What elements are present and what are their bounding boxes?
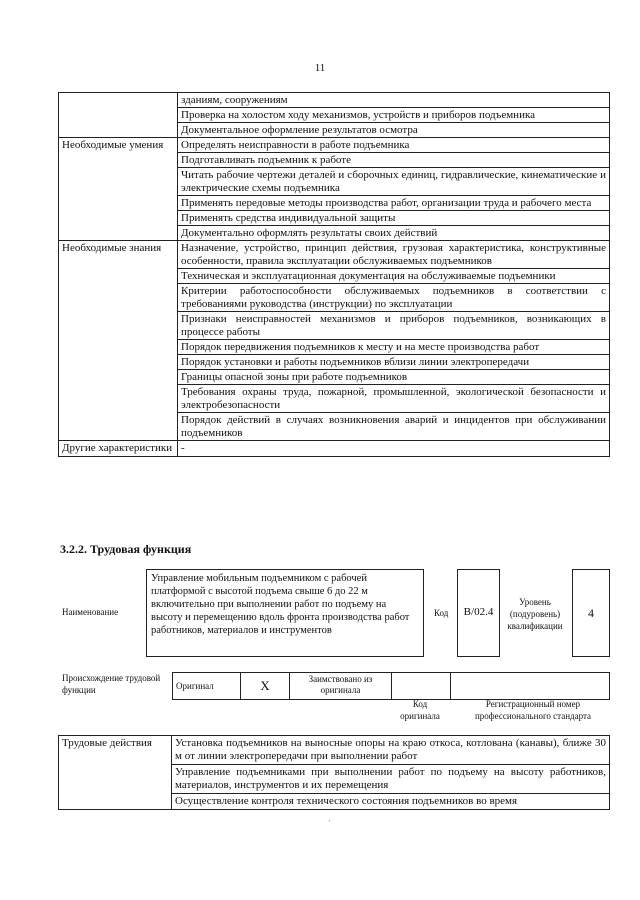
origin-table <box>172 672 610 700</box>
item-cell: Порядок установки и работы подъемников вблизи линии электропередачи <box>178 355 610 370</box>
item-cell: Читать рабочие чертежи деталей и сборочных единиц, гидравлические, кинематические и электрические схемы подъемника <box>178 168 610 196</box>
fold-mark: · <box>328 816 331 826</box>
function-name: Управление мобильным подъемником с рабочей платформой с высотой подъема свыше 6 до 22 м включительно при выполнении работ по подъему на высоту и перемещению вдоль фронта производства работ работников, материалов и инструментов <box>151 573 410 636</box>
item-cell: Документально оформлять результаты своих действий <box>178 226 610 241</box>
item-cell: Техническая и эксплуатационная документация на обслуживаемые подъемники <box>178 269 610 284</box>
item-cell: Подготавливать подъемник к работе <box>178 153 610 168</box>
item-cell: зданиям, сооружениям <box>178 93 610 108</box>
actions-table <box>58 735 610 810</box>
item-cell: Управление подъемниками при выполнении работ по подъему на высоту работников, материалов, инструментов и их перемещения <box>172 765 610 794</box>
item-cell: Границы опасной зоны при работе подъемников <box>178 370 610 385</box>
item-cell: Проверка на холостом ходу механизмов, устройств и приборов подъемника <box>178 108 610 123</box>
code-label: Код <box>434 608 449 618</box>
category-cell: Необходимые умения <box>59 138 178 241</box>
page-number: 11 <box>314 62 326 74</box>
table-row <box>59 441 610 457</box>
name-label: Наименование <box>62 607 119 617</box>
level-value: 4 <box>588 606 594 620</box>
category-cell: Трудовые действия <box>59 736 172 810</box>
original-mark: X <box>241 673 290 700</box>
item-cell: Признаки неисправностей механизмов и приборов подъемников, возникающих в процессе работы <box>178 312 610 340</box>
code-box <box>457 569 500 657</box>
item-cell: Определять неисправности в работе подъемника <box>178 138 610 153</box>
reg-number-cell <box>451 673 610 700</box>
category-cell: Необходимые знания <box>59 241 178 441</box>
table-row <box>59 736 610 765</box>
item-cell: Документальное оформление результатов осмотра <box>178 123 610 138</box>
code-value: B/02.4 <box>463 606 494 618</box>
item-cell: Критерии работоспособности обслуживаемых подъемников в соответствии с требованиями руководства (инструкции) по эксплуатации <box>178 284 610 312</box>
item-cell: Осуществление контроля технического состояния подъемников во время <box>172 794 610 810</box>
reg-caption: Регистрационный номер профессионального стандарта <box>474 699 592 721</box>
item-cell: Применять средства индивидуальной защиты <box>178 211 610 226</box>
original-code-cell <box>392 673 451 700</box>
requirements-table <box>58 92 610 457</box>
category-cell: Другие характеристики <box>59 441 178 457</box>
borrowed-label: Заимствовано из оригинала <box>290 673 392 700</box>
code-caption: Код оригинала <box>400 699 440 721</box>
item-cell: Порядок передвижения подъемников к месту и на месте производства работ <box>178 340 610 355</box>
table-row <box>59 93 610 108</box>
category-cell <box>59 93 178 138</box>
origin-label <box>62 672 162 696</box>
function-name-box <box>146 569 424 657</box>
item-cell: - <box>178 441 610 457</box>
table-row <box>59 241 610 269</box>
item-cell: Порядок действий в случаях возникновения аварий и инцидентов при обслуживании подъемников <box>178 413 610 441</box>
table-row <box>59 138 610 153</box>
original-label: Оригинал <box>173 673 241 700</box>
item-cell: Назначение, устройство, принцип действия, грузовая характеристика, конструктивные особенности, правила эксплуатации обслуживаемых подъемников <box>178 241 610 269</box>
item-cell: Требования охраны труда, пожарной, промышленной, экологической безопасности и электробезопасности <box>178 385 610 413</box>
level-box <box>572 569 610 657</box>
level-label: Уровень (подуровень) квалификации <box>507 597 563 631</box>
item-cell: Установка подъемников на выносные опоры на краю откоса, котлована (канавы), ближе 30 м от линии электропередачи при выполнении работ <box>172 736 610 765</box>
origin-label-text: Происхождение трудовой функции <box>62 673 161 695</box>
item-cell: Применять передовые методы производства работ, организации труда и рабочего места <box>178 196 610 211</box>
section-title: 3.2.2. Трудовая функция <box>60 542 192 556</box>
